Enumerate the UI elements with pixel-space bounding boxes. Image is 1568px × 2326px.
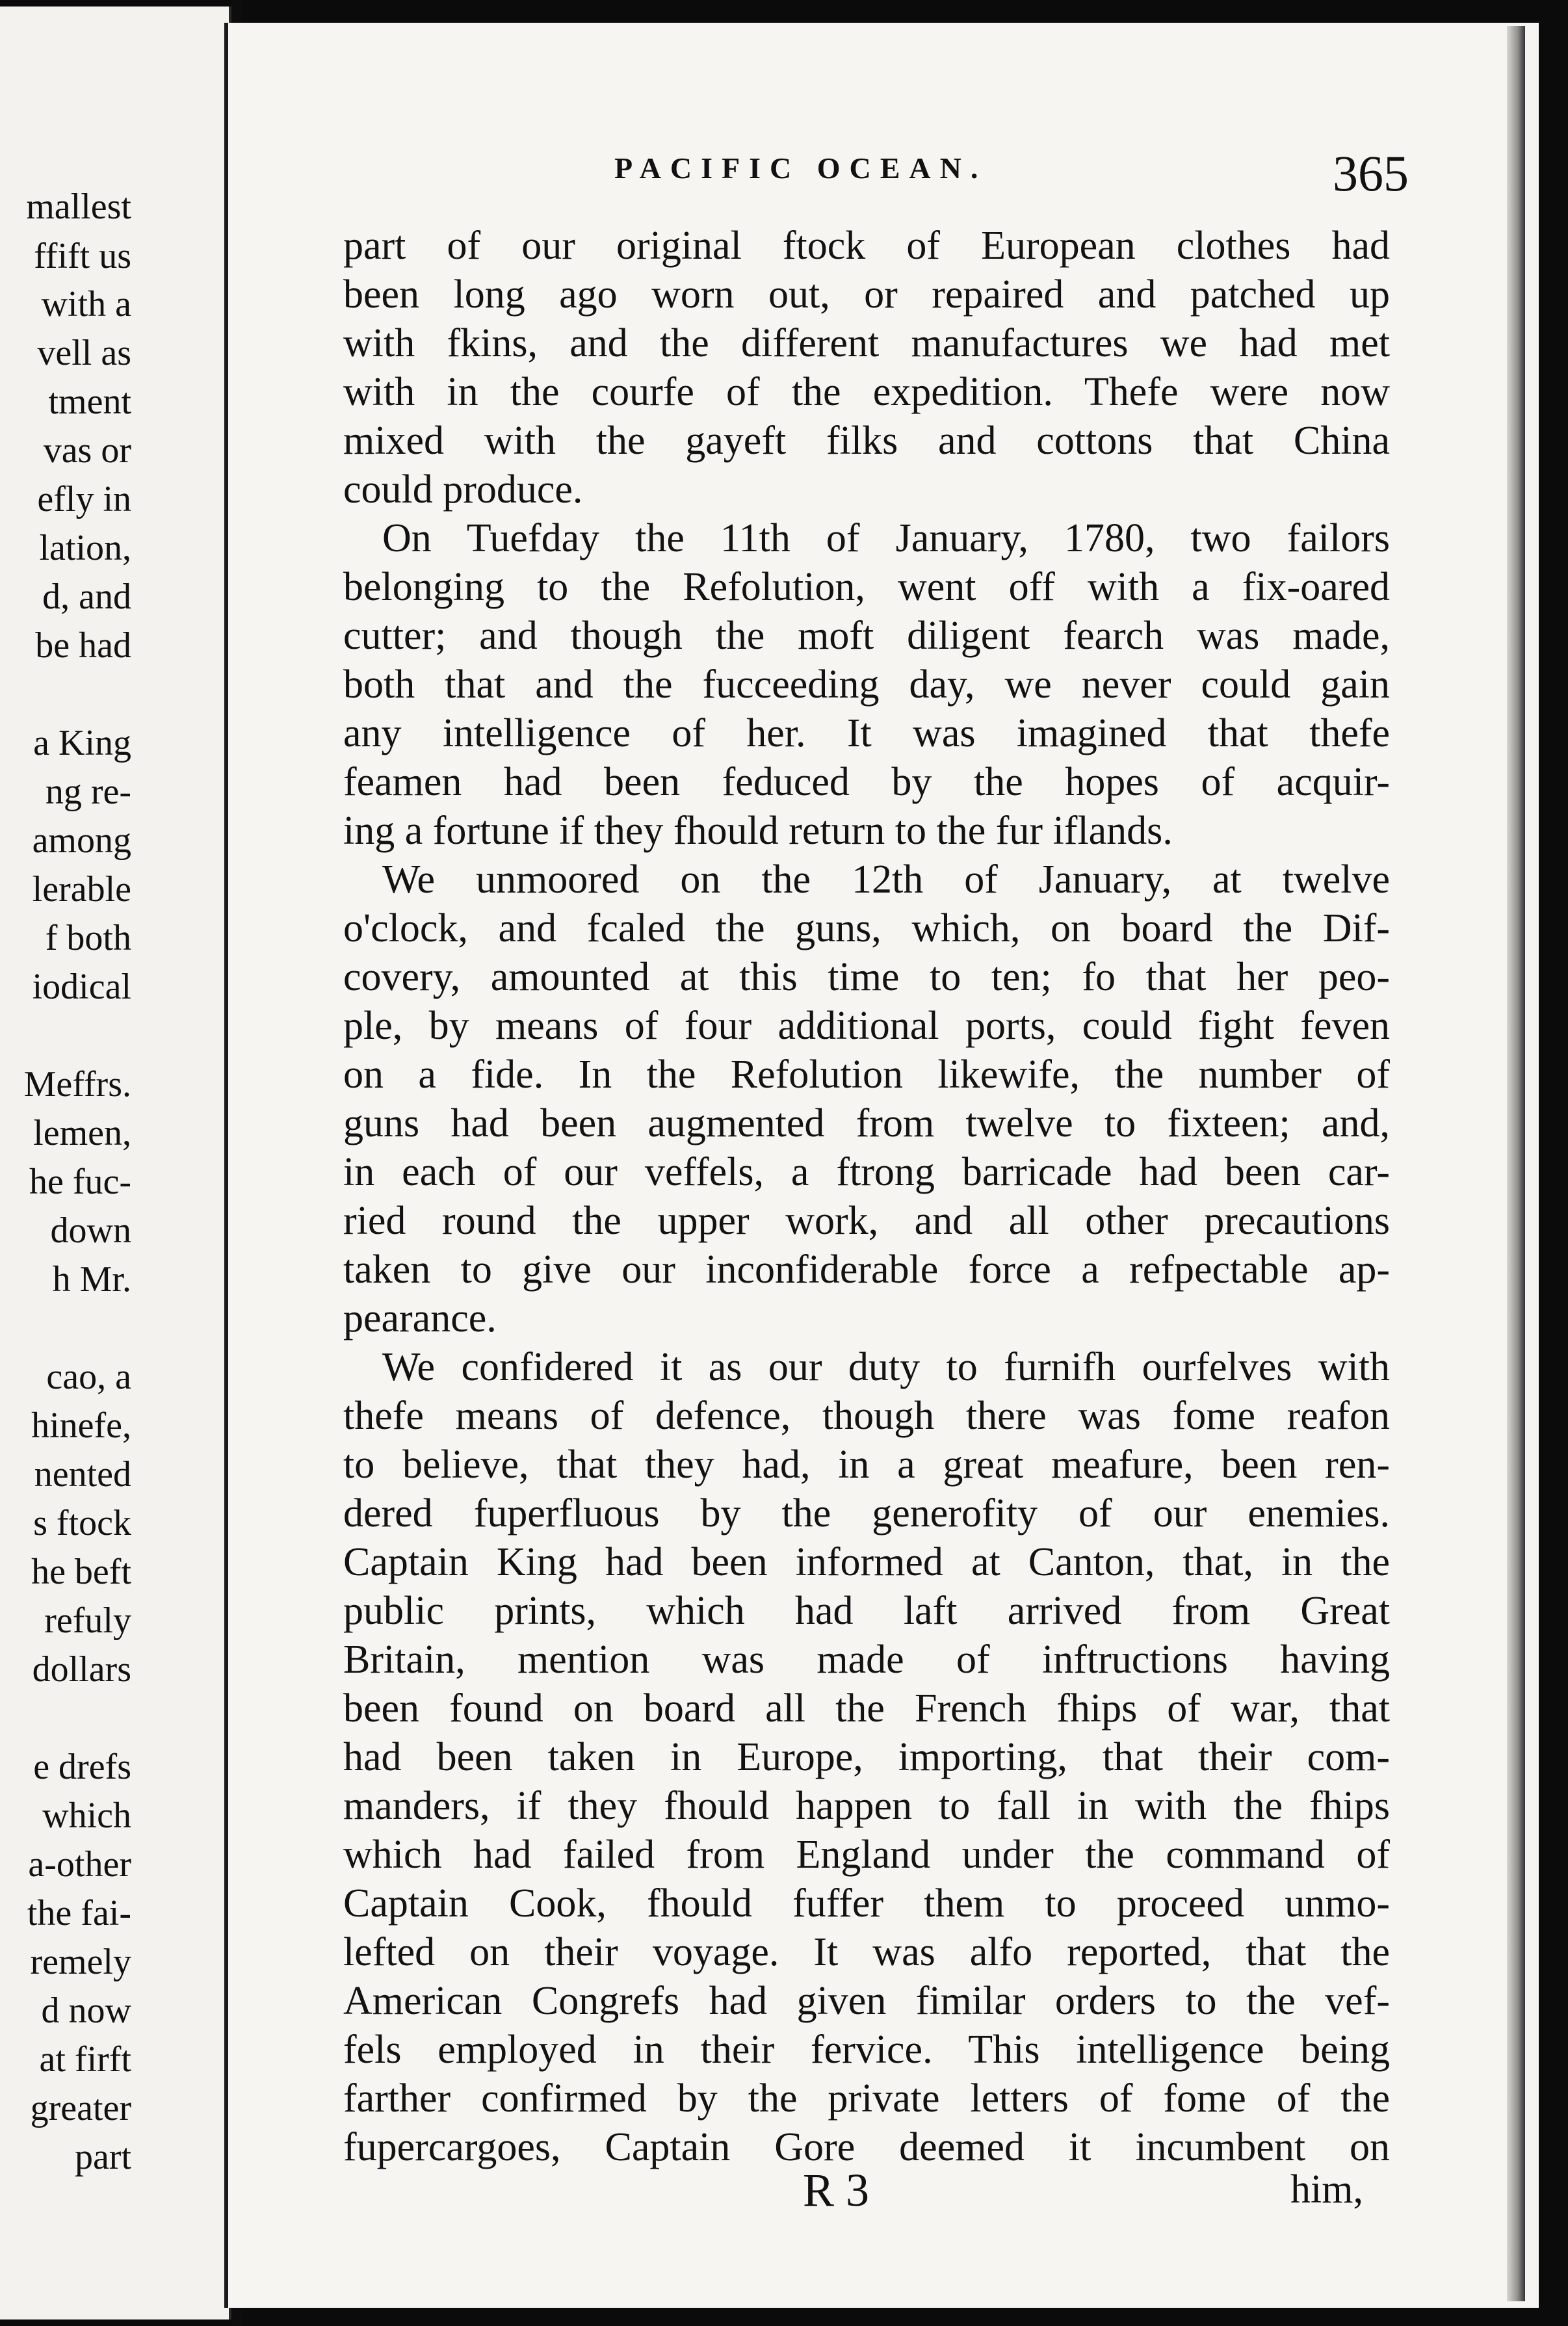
left-page-line: Meffrs.: [23, 1064, 131, 1104]
left-page-line: lemen,: [33, 1113, 131, 1153]
left-page-line: efly in: [37, 479, 131, 519]
left-page-line: greater: [30, 2088, 131, 2128]
text-line: ing a fortune if they fhould return to the fur iflands.: [343, 809, 1173, 853]
left-page-line: remely: [30, 1942, 131, 1982]
text-line: o'clock, and fcaled the guns, which, on board the Dif-: [343, 906, 1390, 950]
text-line: with in the courfe of the expedition. Thefe were now: [343, 370, 1390, 414]
left-page-line: s ftock: [33, 1503, 131, 1543]
text-line: any intelligence of her. It was imagined that thefe: [343, 711, 1390, 755]
left-page-line: iodical: [32, 967, 131, 1007]
text-line: feamen had been feduced by the hopes of acquir-: [343, 760, 1390, 804]
left-page-line: down: [50, 1210, 131, 1251]
signature-mark: R 3: [803, 2164, 870, 2216]
left-page-line: vas or: [43, 430, 131, 471]
left-page-line: lation,: [39, 528, 131, 568]
paragraph-first-line: We unmoored on the 12th of January, at twelve: [382, 857, 1390, 902]
previous-page-fragment: [0, 7, 231, 2319]
left-page-line: a King: [33, 723, 131, 763]
left-page-line: d, and: [42, 577, 131, 617]
text-line: which had failed from England under the command of: [343, 1833, 1390, 1877]
text-line: ried round the upper work, and all other precautions: [343, 1199, 1390, 1243]
left-page-line: hinefe,: [31, 1405, 131, 1446]
left-page-line: part: [74, 2137, 131, 2177]
left-page-line: d now: [41, 1991, 131, 2031]
text-line: thefe means of defence, though there was fome reafon: [343, 1394, 1390, 1438]
text-line: dered fuperfluous by the generofity of our enemies.: [343, 1491, 1390, 1535]
text-line: taken to give our inconfiderable force a refpectable ap-: [343, 1248, 1390, 1292]
text-line: been long ago worn out, or repaired and patched up: [343, 272, 1390, 317]
left-page-line: mallest: [26, 187, 131, 227]
left-page-line: be had: [35, 625, 131, 666]
left-page-line: f both: [45, 918, 131, 958]
text-line: lefted on their voyage. It was alfo reported, that the: [343, 1930, 1390, 1974]
left-page-line: e drefs: [33, 1747, 131, 1787]
text-line: had been taken in Europe, importing, that their com-: [343, 1735, 1390, 1779]
left-page-line: ng re-: [45, 772, 131, 812]
text-line: part of our original ftock of European clothes had: [343, 224, 1390, 268]
text-line: fels employed in their fervice. This intelligence being: [343, 2028, 1390, 2072]
running-head: PACIFIC OCEAN.: [614, 151, 987, 185]
page-edge-shadow: [1507, 26, 1525, 2301]
text-line: belonging to the Refolution, went off with a fix-oared: [343, 565, 1390, 609]
text-line: in each of our veffels, a ftrong barricade had been car-: [343, 1150, 1390, 1194]
text-line: American Congrefs had given fimilar orders to the vef-: [343, 1979, 1390, 2023]
text-line: with fkins, and the different manufactures we had met: [343, 321, 1390, 365]
left-page-line: among: [32, 820, 131, 861]
text-line: guns had been augmented from twelve to fixteen; and,: [343, 1101, 1390, 1145]
left-page-line: nented: [34, 1454, 131, 1495]
text-line: public prints, which had laft arrived from Great: [343, 1589, 1390, 1633]
text-line: covery, amounted at this time to ten; fo that her peo-: [343, 955, 1390, 999]
catchword: him,: [1290, 2167, 1363, 2212]
left-page-line: cao, a: [46, 1357, 131, 1397]
left-page-line: a-other: [28, 1844, 131, 1885]
text-line: been found on board all the French fhips of war, that: [343, 1686, 1390, 1731]
left-page-line: lerable: [32, 869, 131, 909]
left-page-line: at firft: [39, 2039, 131, 2080]
left-page-line: the fai-: [27, 1893, 131, 1933]
text-line: Captain Cook, fhould fuffer them to proceed unmo-: [343, 1881, 1390, 1926]
text-line: to believe, that they had, in a great meafure, been ren-: [343, 1443, 1390, 1487]
left-page-line: he beft: [31, 1552, 131, 1592]
text-line: cutter; and though the moft diligent fearch was made,: [343, 614, 1390, 658]
left-page-line: vell as: [37, 333, 131, 373]
left-page-line: h Mr.: [52, 1259, 131, 1300]
text-line: farther confirmed by the private letters of fome of the: [343, 2076, 1390, 2121]
left-page-line: dollars: [32, 1649, 131, 1690]
left-page-line: ffift us: [34, 236, 131, 276]
left-page-line: tment: [48, 382, 131, 422]
left-page-line: refuly: [44, 1601, 131, 1641]
text-line: could produce.: [343, 467, 583, 512]
left-page-line: which: [42, 1796, 131, 1836]
text-line: manders, if they fhould happen to fall in with the fhips: [343, 1784, 1390, 1828]
text-line: ple, by means of four additional ports, could fight feven: [343, 1004, 1390, 1048]
text-line: fupercargoes, Captain Gore deemed it incumbent on: [343, 2125, 1390, 2169]
text-line: both that and the fucceeding day, we never could gain: [343, 662, 1390, 707]
paragraph-first-line: On Tuefday the 11th of January, 1780, two failors: [382, 516, 1390, 560]
paragraph-first-line: We confidered it as our duty to furnifh ourfelves with: [382, 1345, 1390, 1389]
text-line: on a fide. In the Refolution likewife, the number of: [343, 1052, 1390, 1097]
text-line: Britain, mention was made of inftructions having: [343, 1638, 1390, 1682]
text-line: mixed with the gayeft filks and cottons that China: [343, 419, 1390, 463]
left-page-line: he fuc-: [29, 1162, 131, 1202]
left-page-line: with a: [41, 284, 131, 324]
page-number: 365: [1333, 145, 1409, 202]
text-line: Captain King had been informed at Canton, that, in the: [343, 1540, 1390, 1584]
text-line: pearance.: [343, 1296, 497, 1340]
